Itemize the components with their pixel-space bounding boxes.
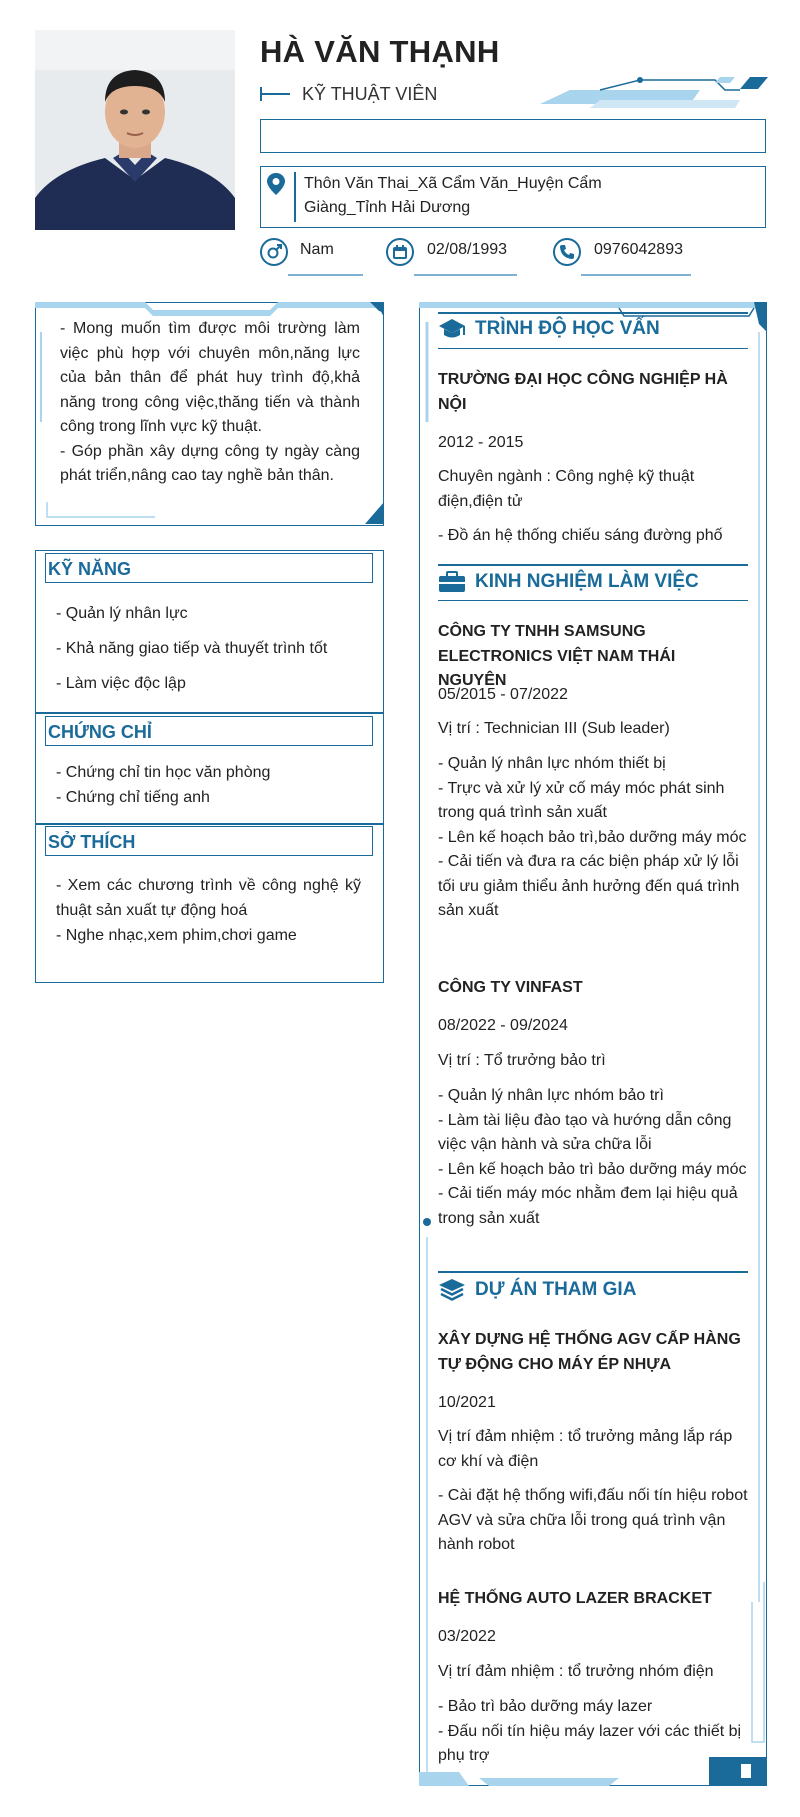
job-period: 05/2015 - 07/2022 xyxy=(438,686,568,703)
company-name: CÔNG TY TNHH SAMSUNG ELECTRONICS VIỆT NAM THÁI NGUYÊN xyxy=(438,623,676,689)
phone-icon xyxy=(553,238,581,266)
skill-item: - Quản lý nhân lực xyxy=(56,605,188,622)
experience-title: KINH NGHIỆM LÀM VIỆC xyxy=(475,571,699,592)
calendar-icon xyxy=(386,238,414,266)
briefcase-icon xyxy=(438,571,466,593)
projects-top-line xyxy=(438,1271,748,1273)
project-name: HỆ THỐNG AUTO LAZER BRACKET xyxy=(438,1590,712,1607)
header-decoration xyxy=(540,72,772,117)
skill-item: - Khả năng giao tiếp và thuyết trình tốt xyxy=(56,640,328,657)
job-period: 08/2022 - 09/2024 xyxy=(438,1017,568,1034)
location-icon xyxy=(266,172,286,196)
role-marker-line xyxy=(260,93,290,95)
profile-photo xyxy=(35,30,235,230)
hobbies-text: - Xem các chương trình về công nghệ kỹ thuật sản xuất tự động hoá - Nghe nhạc,xem phim,chơi game xyxy=(56,877,361,944)
project-details: - Bảo trì bảo dưỡng máy lazer - Đấu nối tín hiệu máy lazer với các thiết bị phụ trợ xyxy=(438,1698,742,1764)
layers-icon xyxy=(438,1278,466,1302)
education-major: Chuyên ngành : Công nghệ kỹ thuật điện,điện tử xyxy=(438,468,695,510)
project-date: 10/2021 xyxy=(438,1394,496,1411)
job-details: - Quản lý nhân lực nhóm bảo trì - Làm tài liệu đào tạo và hướng dẫn công việc vận hành và sửa chữa lỗi - Lên kế hoạch bảo trì bảo dưỡng máy móc - Cải tiến máy móc nhằm đem lại hiệu quả trong sản xuất xyxy=(438,1087,747,1227)
address-divider xyxy=(294,172,296,222)
project-details: - Cài đặt hệ thống wifi,đấu nối tín hiệu robot AGV và sửa chữa lỗi trong quá trình vận hành robot xyxy=(438,1487,748,1553)
phone-number: 0976042893 xyxy=(594,241,683,258)
hobbies-title: SỞ THÍCH xyxy=(45,826,373,856)
candidate-name: HÀ VĂN THẠNH xyxy=(260,34,500,69)
school-name: TRƯỜNG ĐẠI HỌC CÔNG NGHIỆP HÀ NỘI xyxy=(438,371,728,413)
graduation-cap-icon xyxy=(438,318,466,340)
project-position: Vị trí đảm nhiệm : tổ trưởng nhóm điện xyxy=(438,1663,714,1680)
education-project: - Đồ án hệ thống chiếu sáng đường phố xyxy=(438,527,723,544)
job-position: Vị trí : Technician III (Sub leader) xyxy=(438,720,670,737)
certificate-item: - Chứng chỉ tin học văn phòng xyxy=(56,764,271,781)
gender-value: Nam xyxy=(300,241,334,258)
certificate-item: - Chứng chỉ tiếng anh xyxy=(56,789,210,806)
certificates-title: CHỨNG CHỈ xyxy=(45,716,373,746)
career-objective: - Mong muốn tìm được môi trường làm việc phù hợp với chuyên môn,năng lực của bản thân để phát huy trình độ,khả năng trong công việc,thăng tiến và thành công trong lĩnh vực kỹ thuật. - Góp phần xây dựng công ty ngày càng phát triển,nâng cao tay nghề bản thân. xyxy=(60,320,360,484)
phone-underline xyxy=(581,274,691,276)
project-position: Vị trí đảm nhiệm : tổ trưởng mảng lắp ráp cơ khí và điện xyxy=(438,1428,733,1470)
gender-icon xyxy=(260,238,288,266)
dob-underline xyxy=(414,274,517,276)
gender-underline xyxy=(288,274,363,276)
skills-title: KỸ NĂNG xyxy=(45,553,373,583)
projects-title: DỰ ÁN THAM GIA xyxy=(475,1279,637,1300)
project-date: 03/2022 xyxy=(438,1628,496,1645)
company-name: CÔNG TY VINFAST xyxy=(438,979,583,996)
education-period: 2012 - 2015 xyxy=(438,434,524,451)
skill-item: - Làm việc độc lập xyxy=(56,675,186,692)
project-name: XÂY DỰNG HỆ THỐNG AGV CẤP HÀNG TỰ ĐỘNG CHO MÁY ÉP NHỰA xyxy=(438,1331,741,1373)
address-text: Thôn Văn Thai_Xã Cẩm Văn_Huyện Cẩm Giàng_Tỉnh Hải Dương xyxy=(304,175,602,216)
job-title: KỸ THUẬT VIÊN xyxy=(302,84,438,104)
birth-date: 02/08/1993 xyxy=(427,241,508,258)
job-position: Vị trí : Tổ trưởng bảo trì xyxy=(438,1052,606,1069)
education-title: TRÌNH ĐỘ HỌC VẤN xyxy=(475,318,660,339)
header-empty-box xyxy=(260,119,766,153)
job-details: - Quản lý nhân lực nhóm thiết bị - Trực và xử lý xử cố máy móc phát sinh trong quá trình sản xuất - Lên kế hoạch bảo trì,bảo dưỡng máy móc - Cải tiến và đưa ra các biện pháp xử lý lỗi tối ưu giảm thiểu ảnh hưởng đến quá trình sản xuất xyxy=(438,755,747,919)
